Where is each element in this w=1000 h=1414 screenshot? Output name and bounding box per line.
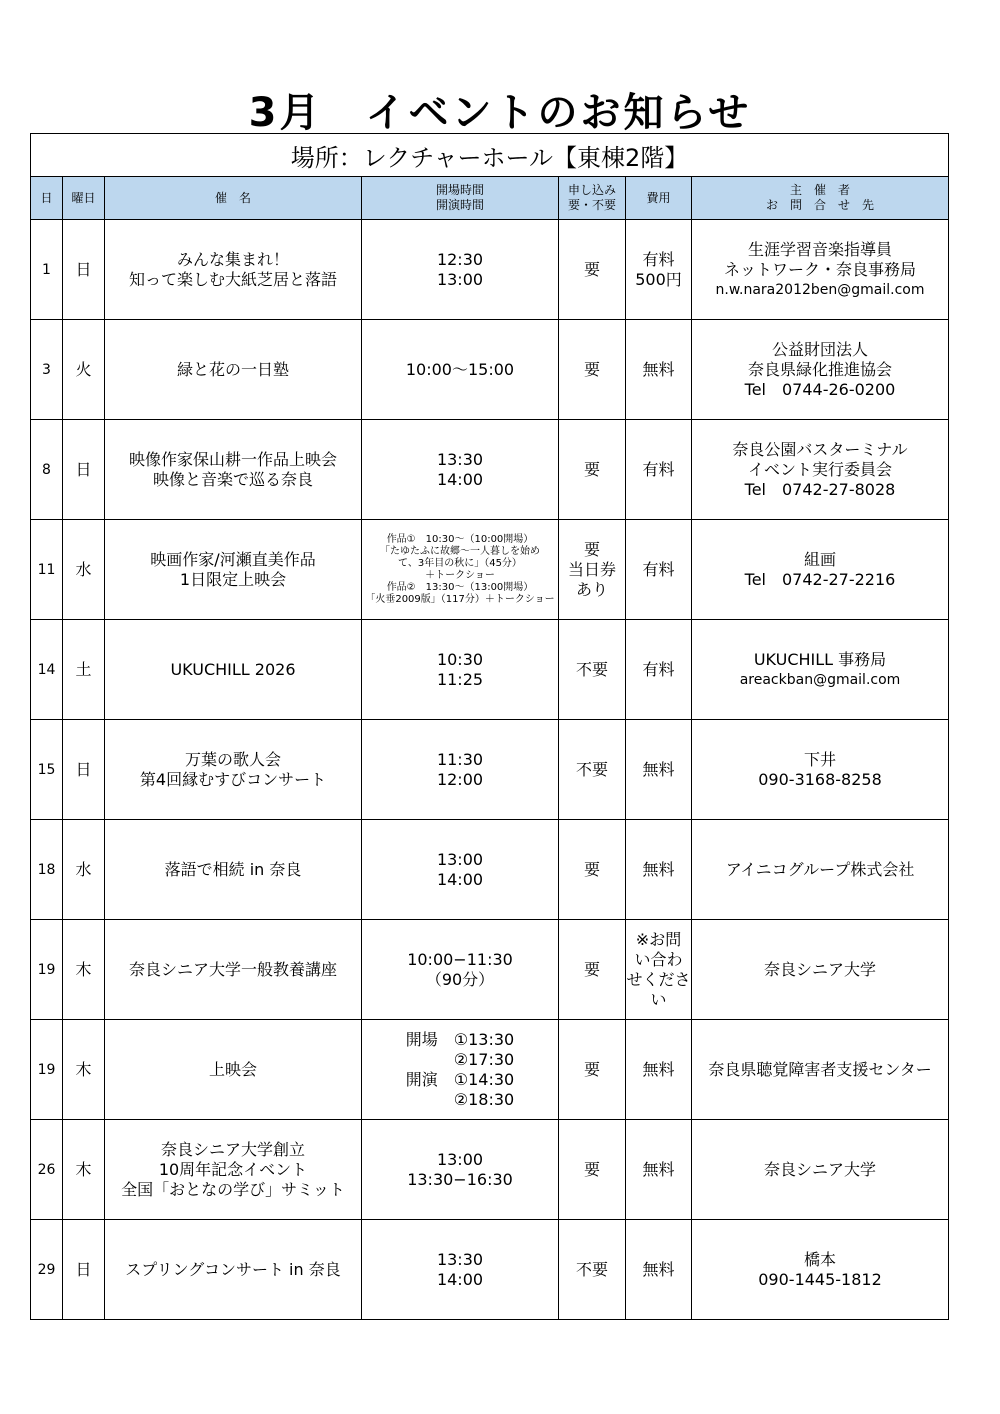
event-name-cell-line: スプリングコンサート in 奈良	[125, 1259, 341, 1279]
fee-cell	[626, 220, 692, 320]
event-row	[31, 920, 949, 1020]
event-name-cell-line: 第4回縁むすびコンサート	[139, 769, 327, 789]
fee-cell-line: 有料	[642, 459, 675, 479]
time-cell-line: 14:00	[436, 869, 484, 889]
organizer-cell-line: 090-3168-8258	[758, 769, 882, 789]
organizer-cell	[692, 420, 949, 520]
apply-cell	[559, 320, 626, 420]
organizer-cell-line: イベント実行委員会	[748, 459, 893, 479]
apply-cell-line: 要	[583, 1159, 600, 1179]
fee-cell-line: い合わ	[634, 949, 683, 969]
organizer-cell-line: 奈良県聴覚障害者支援センター	[708, 1059, 932, 1079]
header-organizer-line2: お 問 合 せ 先	[766, 198, 875, 212]
time-cell-line: 13:30−16:30	[407, 1169, 513, 1189]
time-cell	[362, 1220, 559, 1320]
organizer-cell-line: 組画	[804, 549, 837, 569]
time-cell-line: 14:00	[436, 469, 484, 489]
time-cell-line: 13:00	[436, 849, 484, 869]
fee-cell-line: 無料	[642, 759, 675, 779]
fee-cell-line: 有料	[642, 559, 675, 579]
organizer-cell-line: n.w.nara2012ben@gmail.com	[715, 281, 925, 298]
fee-cell-line: 無料	[642, 859, 675, 879]
organizer-cell-line: 奈良シニア大学	[764, 959, 877, 979]
time-cell-line: 11:30	[436, 749, 484, 769]
time-cell-line: 12:30	[436, 249, 484, 269]
organizer-cell-line: Tel 0744-26-0200	[744, 379, 896, 399]
fee-cell-line: い	[650, 989, 667, 1009]
page-title: 3月 イベントのお知らせ	[248, 90, 752, 136]
apply-cell-line: 要	[583, 259, 600, 279]
day-cell: 19	[31, 1020, 63, 1120]
time-cell	[362, 720, 559, 820]
day-cell: 8	[31, 420, 63, 520]
weekday-cell: 日	[63, 1220, 105, 1320]
day-cell: 14	[31, 620, 63, 720]
apply-cell-line: 当日券	[567, 559, 616, 579]
apply-cell	[559, 1120, 626, 1220]
event-name-cell-line: 映像と音楽で巡る奈良	[152, 469, 313, 489]
header-organizer	[692, 177, 949, 220]
event-row	[31, 220, 949, 320]
organizer-cell-line: 橋本	[804, 1249, 837, 1269]
event-name-cell	[105, 820, 362, 920]
organizer-cell-line: Tel 0742-27-2216	[744, 569, 896, 589]
time-cell	[362, 820, 559, 920]
organizer-cell-line: 公益財団法人	[772, 339, 869, 359]
apply-cell	[559, 720, 626, 820]
organizer-cell-line: ネットワーク・奈良事務局	[724, 259, 917, 279]
weekday-cell: 木	[63, 920, 105, 1020]
time-cell-line: 10:30	[436, 649, 484, 669]
event-name-cell	[105, 520, 362, 620]
time-cell-line: ②17:30	[405, 1049, 515, 1069]
time-cell	[362, 220, 559, 320]
time-cell-line: 13:00	[436, 269, 484, 289]
fee-cell-line: 無料	[642, 359, 675, 379]
event-name-cell	[105, 420, 362, 520]
day-cell: 3	[31, 320, 63, 420]
day-cell: 1	[31, 220, 63, 320]
event-table	[30, 133, 949, 1320]
organizer-cell-line: 奈良シニア大学	[764, 1159, 877, 1179]
event-name-cell-line: 全国「おとなの学び」サミット	[121, 1179, 345, 1199]
event-name-cell-line: 知って楽しむ大紙芝居と落語	[128, 269, 337, 289]
apply-cell-line: 不要	[575, 659, 608, 679]
time-block	[406, 1030, 514, 1110]
time-cell	[362, 1020, 559, 1120]
time-cell-line: 12:00	[436, 769, 484, 789]
header-name: 催 名	[105, 177, 362, 220]
event-name-cell-line: 10周年記念イベント	[158, 1159, 308, 1179]
organizer-cell-line: 090-1445-1812	[758, 1269, 882, 1289]
fee-cell	[626, 520, 692, 620]
organizer-cell-line: 奈良県緑化推進協会	[748, 359, 893, 379]
fee-cell	[626, 620, 692, 720]
time-cell-line: 10:00〜15:00	[405, 359, 515, 379]
event-name-cell-line: 映画作家/河瀬直美作品	[150, 549, 316, 569]
fee-cell	[626, 920, 692, 1020]
organizer-cell	[692, 1020, 949, 1120]
time-cell-line: 14:00	[436, 1269, 484, 1289]
time-cell-line: 13:30	[436, 449, 484, 469]
organizer-cell-line: アイニコグループ株式会社	[725, 859, 915, 879]
time-cell-line: ②18:30	[405, 1089, 515, 1109]
fee-cell-line: 無料	[642, 1259, 675, 1279]
event-name-cell	[105, 920, 362, 1020]
organizer-cell	[692, 220, 949, 320]
time-cell	[362, 320, 559, 420]
time-cell	[362, 1120, 559, 1220]
day-cell: 19	[31, 920, 63, 1020]
event-row	[31, 620, 949, 720]
fee-cell	[626, 820, 692, 920]
event-name-cell	[105, 1120, 362, 1220]
fee-cell	[626, 1020, 692, 1120]
event-row	[31, 720, 949, 820]
weekday-cell: 日	[63, 420, 105, 520]
header-time-start: 開演時間	[435, 198, 484, 212]
fee-cell	[626, 1120, 692, 1220]
time-cell-line: 13:00	[436, 1149, 484, 1169]
time-cell-line: 10:00−11:30	[407, 949, 513, 969]
header-day: 日	[31, 177, 63, 220]
organizer-cell-line: areackban@gmail.com	[739, 671, 901, 688]
fee-cell-line: 有料	[642, 249, 675, 269]
header-fee: 費用	[626, 177, 692, 220]
header-apply-line2: 要・不要	[567, 198, 616, 212]
fee-cell-line: ※お問	[635, 929, 682, 949]
time-cell-line: （90分）	[425, 969, 495, 989]
apply-cell	[559, 1020, 626, 1120]
organizer-cell	[692, 520, 949, 620]
event-name-cell-line: みんな集まれ！	[176, 249, 289, 269]
apply-cell-line: あり	[575, 579, 608, 599]
organizer-cell-line: 下井	[804, 749, 837, 769]
event-row	[31, 1220, 949, 1320]
weekday-cell: 木	[63, 1120, 105, 1220]
weekday-cell: 木	[63, 1020, 105, 1120]
apply-cell	[559, 420, 626, 520]
time-cell	[362, 920, 559, 1020]
organizer-cell-line: UKUCHILL 事務局	[753, 649, 887, 669]
venue-label: 場所：レクチャーホール【東棟2階】	[31, 134, 949, 177]
fee-cell	[626, 420, 692, 520]
time-cell-line: 開場 ①13:30	[405, 1029, 515, 1049]
event-name-cell-line: UKUCHILL 2026	[170, 659, 296, 679]
apply-cell-line: 要	[583, 539, 600, 559]
header-organizer-line1: 主 催 者	[790, 183, 851, 197]
fee-cell-line: 有料	[642, 659, 675, 679]
time-cell-line: 11:25	[436, 669, 484, 689]
header-time	[362, 177, 559, 220]
fee-cell-line: せくださ	[626, 969, 691, 989]
event-name-cell	[105, 320, 362, 420]
event-name-cell-line: 緑と花の一日塾	[176, 359, 289, 379]
fee-cell	[626, 1220, 692, 1320]
apply-cell	[559, 920, 626, 1020]
apply-cell-line: 不要	[575, 759, 608, 779]
organizer-cell	[692, 820, 949, 920]
event-rows	[31, 220, 949, 1320]
event-row	[31, 1120, 949, 1220]
fee-cell-line: 無料	[642, 1159, 675, 1179]
weekday-cell: 土	[63, 620, 105, 720]
event-name-cell	[105, 1220, 362, 1320]
weekday-cell: 水	[63, 520, 105, 620]
event-row	[31, 820, 949, 920]
header-apply-line1: 申し込み	[567, 183, 616, 197]
event-row	[31, 1020, 949, 1120]
event-name-cell-line: 映像作家保山耕一作品上映会	[128, 449, 337, 469]
organizer-cell-line: Tel 0742-27-8028	[744, 479, 896, 499]
weekday-cell: 水	[63, 820, 105, 920]
time-cell-line: 開演 ①14:30	[405, 1069, 515, 1089]
weekday-cell: 火	[63, 320, 105, 420]
event-name-cell-line: 万葉の歌人会	[184, 749, 281, 769]
organizer-cell	[692, 1120, 949, 1220]
organizer-cell	[692, 720, 949, 820]
day-cell: 11	[31, 520, 63, 620]
organizer-cell-line: 生涯学習音楽指導員	[748, 239, 893, 259]
time-cell	[362, 620, 559, 720]
organizer-cell	[692, 620, 949, 720]
apply-cell	[559, 1220, 626, 1320]
event-row	[31, 420, 949, 520]
apply-cell-line: 要	[583, 459, 600, 479]
header-apply	[559, 177, 626, 220]
day-cell: 15	[31, 720, 63, 820]
time-cell-line: て、3年目の秋に」（45分）	[398, 557, 522, 569]
apply-cell-line: 要	[583, 859, 600, 879]
weekday-cell: 日	[63, 720, 105, 820]
apply-cell-line: 要	[583, 359, 600, 379]
apply-cell-line: 要	[583, 959, 600, 979]
event-name-cell-line: 奈良シニア大学一般教養講座	[128, 959, 337, 979]
fee-cell	[626, 320, 692, 420]
day-cell: 26	[31, 1120, 63, 1220]
event-name-cell	[105, 720, 362, 820]
event-name-cell-line: 奈良シニア大学創立	[160, 1139, 305, 1159]
time-cell-line: 作品① 10:30〜（10:00開場）	[386, 533, 534, 545]
fee-cell-line: 無料	[642, 1059, 675, 1079]
time-cell	[362, 420, 559, 520]
event-name-cell	[105, 1020, 362, 1120]
event-name-cell-line: 落語で相続 in 奈良	[164, 859, 302, 879]
event-row	[31, 520, 949, 620]
fee-cell-line: 500円	[635, 269, 682, 289]
fee-cell	[626, 720, 692, 820]
time-cell-line: 13:30	[436, 1249, 484, 1269]
event-name-cell	[105, 620, 362, 720]
day-cell: 18	[31, 820, 63, 920]
day-cell: 29	[31, 1220, 63, 1320]
weekday-cell: 日	[63, 220, 105, 320]
time-cell	[362, 520, 559, 620]
apply-cell	[559, 520, 626, 620]
apply-cell	[559, 820, 626, 920]
time-cell-line: 「火垂2009版」（117分）＋トークショー	[365, 593, 555, 605]
organizer-cell	[692, 1220, 949, 1320]
event-name-cell-line: 1日限定上映会	[179, 569, 287, 589]
apply-cell	[559, 220, 626, 320]
event-name-cell-line: 上映会	[208, 1059, 257, 1079]
event-row	[31, 320, 949, 420]
event-name-cell	[105, 220, 362, 320]
organizer-cell	[692, 320, 949, 420]
organizer-cell	[692, 920, 949, 1020]
apply-cell	[559, 620, 626, 720]
header-time-open: 開場時間	[435, 183, 484, 197]
apply-cell-line: 不要	[575, 1259, 608, 1279]
time-cell-line: 作品② 13:30〜（13:00開場）	[386, 581, 534, 593]
time-cell-line: 「たゆたふに故郷〜一人暮しを始め	[380, 545, 540, 557]
header-weekday: 曜日	[63, 177, 105, 220]
time-cell-line: ＋トークショー	[425, 569, 495, 581]
apply-cell-line: 要	[583, 1059, 600, 1079]
organizer-cell-line: 奈良公園バスターミナル	[732, 439, 908, 459]
